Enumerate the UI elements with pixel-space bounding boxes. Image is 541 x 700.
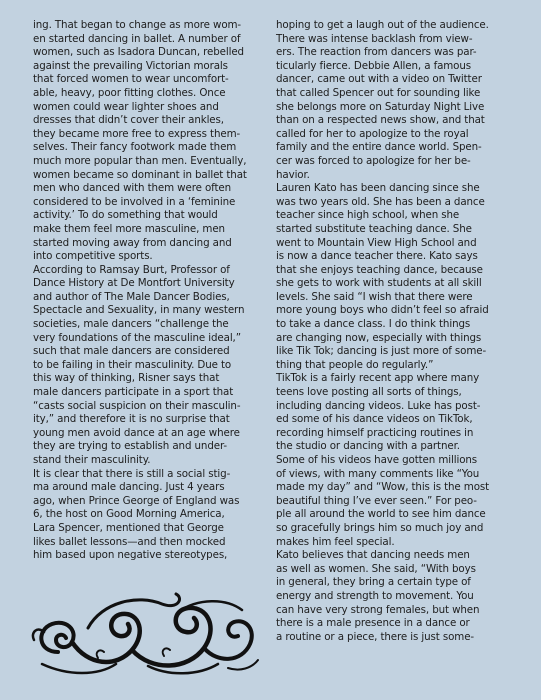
text-line: Lauren Kato has been dancing since she <box>276 182 480 195</box>
text-line: Dance History at De Montfort University <box>33 277 235 290</box>
text-line: made my day” and “Wow, this is the most <box>276 481 490 494</box>
text-line: into competitive sports. <box>33 250 153 263</box>
text-line: ers. The reaction from dancers was par- <box>276 46 477 59</box>
text-line: so gracefully brings him so much joy and <box>276 521 484 534</box>
text-line: much more popular than men. Eventually, <box>33 154 247 167</box>
text-line: such that male dancers are considered <box>33 345 230 358</box>
text-line: 6, the host on Good Morning America, <box>33 508 225 521</box>
text-line: thing that people do regularly.” <box>276 358 434 371</box>
text-line: makes him feel special. <box>276 535 395 548</box>
article-column-right <box>276 19 516 644</box>
text-line: recording himself practicing routines in <box>276 426 474 439</box>
text-line: ed some of his dance videos on TikTok, <box>276 413 473 426</box>
text-line: that forced women to wear uncomfort- <box>33 73 229 86</box>
text-line: him based upon negative stereotypes, <box>33 549 228 562</box>
text-line: in general, they bring a certain type of <box>276 576 471 589</box>
text-line: ma around male dancing. Just 4 years <box>33 481 225 494</box>
text-line: male dancers participate in a sport that <box>33 386 234 399</box>
text-line: likes ballet lessons—and then mocked <box>33 535 226 548</box>
text-line: According to Ramsay Burt, Professor of <box>33 263 230 276</box>
text-line: started moving away from dancing and <box>33 236 232 249</box>
text-line: they are trying to establish and under- <box>33 440 228 453</box>
text-line: women became so dominant in ballet that <box>33 168 247 181</box>
text-line: TikTok is a fairly recent app where many <box>276 372 480 385</box>
text-line: Some of his videos have gotten millions <box>276 454 478 466</box>
text-line: havior. <box>276 168 310 181</box>
article-column-left <box>33 19 273 563</box>
text-line: ticularly fierce. Debbie Allen, a famous <box>276 59 472 72</box>
text-line: she belongs more on Saturday Night Live <box>276 100 485 113</box>
text-line: can have very strong females, but when <box>276 603 480 616</box>
text-line: dancer, came out with a video on Twitter <box>276 73 482 86</box>
text-line: including dancing videos. Luke has post- <box>276 399 481 412</box>
text-line: selves. Their fancy footwork made them <box>33 141 237 154</box>
text-line: as well as women. She said, “With boys <box>276 562 476 575</box>
text-line: family and the entire dance world. Spen- <box>276 141 482 154</box>
text-line: young men avoid dance at an age where <box>33 426 240 439</box>
text-line: dresses that didn’t cover their ankles, <box>33 114 224 127</box>
text-line: ing. That began to change as more wom- <box>33 19 241 31</box>
text-line: started substitute teaching dance. She <box>276 222 472 235</box>
text-line: she gets to work with students at all skill <box>276 277 482 290</box>
text-line: women, such as Isadora Duncan, rebelled <box>33 46 244 59</box>
text-line: “casts social suspicion on their masculin- <box>33 399 241 412</box>
text-line: the studio or dancing with a partner. <box>276 440 460 453</box>
text-line: teens love posting all sorts of things, <box>276 386 462 399</box>
text-line: was two years old. She has been a dance <box>276 195 485 208</box>
text-line: Spectacle and Sexuality, in many western <box>33 304 245 317</box>
text-line: teacher since high school, when she <box>276 209 460 222</box>
text-line: called for her to apologize to the royal <box>276 127 469 140</box>
text-line: Kato believes that dancing needs men <box>276 549 470 562</box>
text-line: en started dancing in ballet. A number of <box>33 32 241 45</box>
text-line: There was intense backlash from view- <box>276 32 473 45</box>
text-line: this way of thinking, Risner says that <box>33 372 220 385</box>
text-line: energy and strength to movement. You <box>276 589 474 602</box>
text-line: than on a respected news show, and that <box>276 114 485 127</box>
swirl-flourish-ornament <box>28 592 266 678</box>
text-line: they became more free to express them- <box>33 127 241 140</box>
text-line: activity.’ To do something that would <box>33 209 218 222</box>
text-line: that she enjoys teaching dance, because <box>276 263 483 276</box>
text-line: considered to be involved in a ‘feminine <box>33 195 236 208</box>
text-line: ago, when Prince George of England was <box>33 494 240 507</box>
text-line: to take a dance class. I do think things <box>276 318 471 331</box>
text-line: cer was forced to apologize for her be- <box>276 154 471 167</box>
text-line: of views, with many comments like “You <box>276 467 480 480</box>
text-line: hoping to get a laugh out of the audience. <box>276 19 489 31</box>
text-line: there is a male presence in a dance or <box>276 617 470 630</box>
text-line: stand their masculinity. <box>33 454 151 466</box>
text-line: levels. She said “I wish that there were <box>276 290 473 303</box>
text-line: went to Mountain View High School and <box>276 236 477 249</box>
text-line: against the prevailing Victorian morals <box>33 59 228 72</box>
text-line: It is clear that there is still a social stig- <box>33 467 231 480</box>
text-line: beautiful thing I’ve ever seen.” For peo- <box>276 494 477 507</box>
text-line: women could wear lighter shoes and <box>33 100 219 113</box>
text-line: and author of The Male Dancer Bodies, <box>33 290 230 303</box>
text-line: Lara Spencer, mentioned that George <box>33 521 224 534</box>
text-line: make them feel more masculine, men <box>33 222 225 235</box>
text-line: more young boys who didn’t feel so afraid <box>276 304 489 317</box>
text-line: that called Spencer out for sounding like <box>276 86 481 99</box>
text-line: like Tik Tok; dancing is just more of some- <box>276 345 487 358</box>
text-line: able, heavy, poor fitting clothes. Once <box>33 86 226 99</box>
text-line: very foundations of the masculine ideal,” <box>33 331 241 344</box>
text-line: ple all around the world to see him dance <box>276 508 486 521</box>
text-line: a routine or a piece, there is just some- <box>276 630 475 643</box>
text-line: is now a dance teacher there. Kato says <box>276 250 478 263</box>
text-line: are changing now, especially with things <box>276 331 482 344</box>
text-line: to be failing in their masculinity. Due to <box>33 358 232 371</box>
text-line: men who danced with them were often <box>33 182 231 195</box>
text-line: ity,” and therefore it is no surprise that <box>33 413 230 426</box>
text-line: societies, male dancers “challenge the <box>33 318 229 331</box>
